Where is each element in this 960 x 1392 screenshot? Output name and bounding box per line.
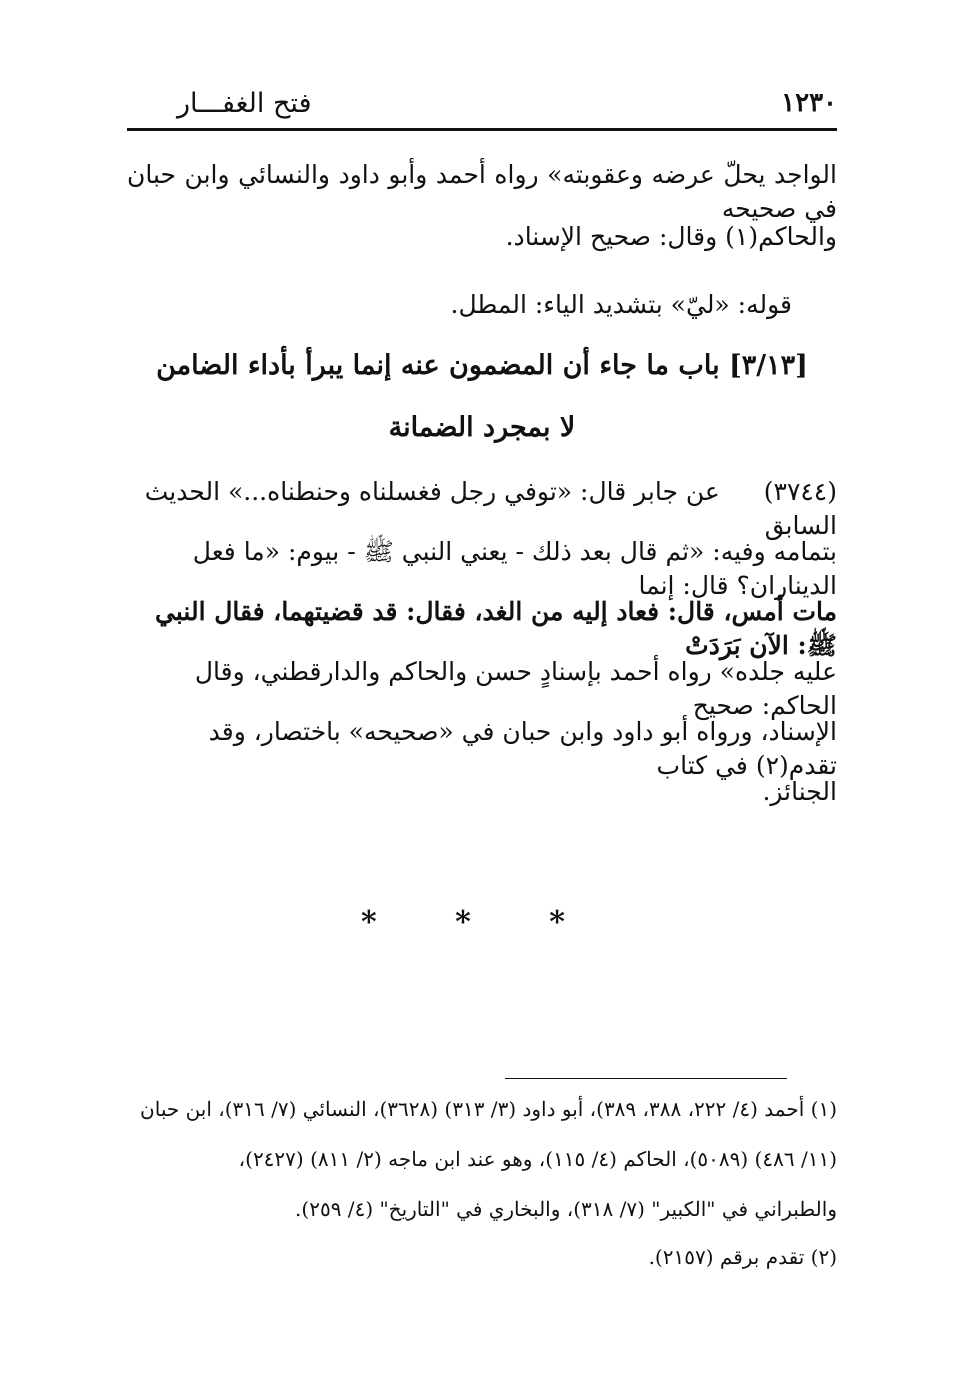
page-header <box>127 88 837 132</box>
footnote-rule <box>505 1078 787 1079</box>
hadith-line-6: الجنائز. <box>762 777 837 806</box>
hadith-line-3: مات أمس، قال: فعاد إليه من الغد، فقال: قد قضيتهما، فقال النبي ﷺ: الآن بَرَدَتْ <box>155 597 837 660</box>
footnote-1-line-3: والطبراني في "الكبير" (٧/ ٣١٨)، والبخاري في "التاريخ" (٤/ ٢٥٩). <box>295 1197 837 1221</box>
section-separator: * * * <box>361 905 599 940</box>
chapter-heading-line-2: لا بمجرد الضمانة <box>388 412 576 443</box>
intro-line-3: قوله: «ليّ» بتشديد الياء: المطل. <box>450 290 792 319</box>
hadith-line-1 <box>127 475 837 543</box>
footnote-1-line-1: (١) أحمد (٤/ ٢٢٢، ٣٨٨، ٣٨٩)، أبو داود (٣/ ٣١٣) (٣٦٢٨)، النسائي (٧/ ٣١٦)، ابن حبان <box>140 1097 837 1121</box>
intro-line-1: الواجد يحلّ عرضه وعقوبته» رواه أحمد وأبو داود والنسائي وابن حبان في صحيحه <box>127 160 837 223</box>
hadith-line-4: عليه جلده» رواه أحمد بإسنادٍ حسن والحاكم والدارقطني، وقال الحاكم: صحيح <box>194 657 837 720</box>
footnote-1-line-2: (١١/ ٤٨٦) (٥٠٨٩)، الحاكم (٤/ ١١٥)، وهو عند ابن ماجه (٢/ ٨١١) (٢٤٢٧)، <box>238 1147 837 1171</box>
intro-line-2: والحاكم(١) وقال: صحيح الإسناد. <box>505 222 837 251</box>
hadith-line-5: الإسناد، ورواه أبو داود وابن حبان في «صحيحه» باختصار، وقد تقدم(٢) في كتاب <box>208 717 837 780</box>
header-rule <box>127 128 837 131</box>
hadith-line-2: بتمامه وفيه: «ثم قال بعد ذلك - يعني النبي ﷺ - بيوم: «ما فعل الديناران؟ قال: إنما <box>192 537 837 600</box>
running-title: فتح الغفـــار <box>177 88 312 119</box>
footnote-2: (٢) تقدم برقم (٢١٥٧). <box>648 1245 837 1269</box>
chapter-heading-line-1: [٣/١٣] باب ما جاء أن المضمون عنه إنما يبرأ بأداء الضامن <box>156 350 808 381</box>
hadith-line-1-text: عن جابر قال: «توفي رجل فغسلناه وحنطناه...» الحديث السابق <box>144 477 837 540</box>
page-number: ١٢٣٠ <box>781 88 837 118</box>
hadith-number: (٣٧٤٤) <box>763 477 837 506</box>
